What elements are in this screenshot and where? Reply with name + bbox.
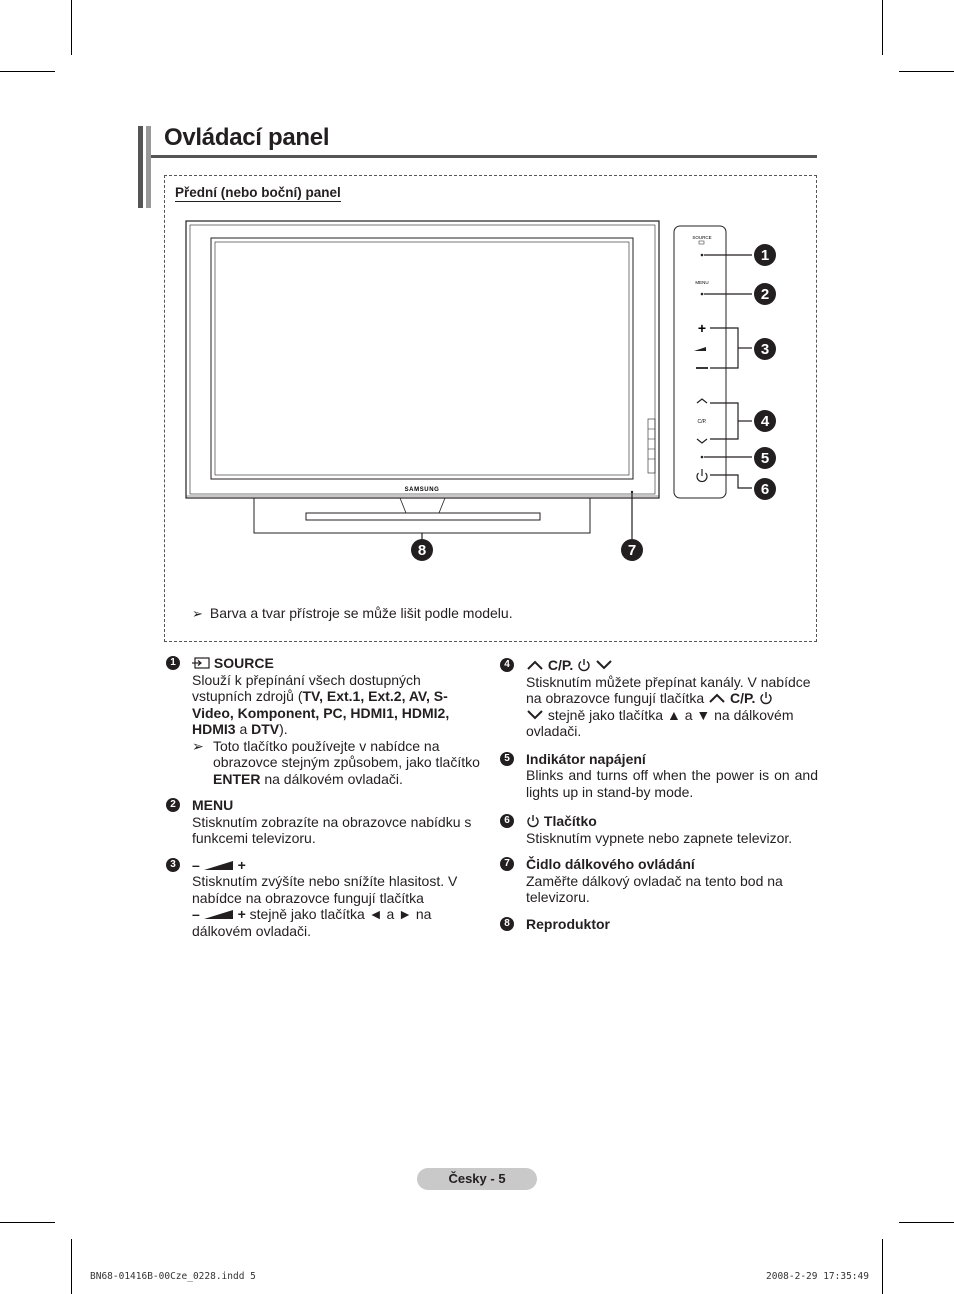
item-description: Stisknutím vypnete nebo zapnete televizor. xyxy=(526,829,793,846)
vol-plus-icon: + xyxy=(697,320,707,336)
item-number: 3 xyxy=(166,858,180,872)
ch-up-icon xyxy=(526,659,544,671)
svg-text:6: 6 xyxy=(760,481,770,498)
power-icon xyxy=(759,691,773,705)
svg-text:3: 3 xyxy=(760,341,770,358)
list-item xyxy=(500,657,818,740)
item-number: 7 xyxy=(500,857,514,871)
crop-mark xyxy=(899,71,954,72)
note-arrow-icon: ➢ xyxy=(192,606,203,621)
title-accent-bar xyxy=(146,126,151,208)
page-number: Česky - 5 xyxy=(417,1168,537,1190)
svg-text:7: 7 xyxy=(627,542,637,559)
title-accent-bar xyxy=(138,126,143,208)
subheading: Přední (nebo boční) panel xyxy=(175,185,341,200)
volume-icon xyxy=(204,908,234,920)
svg-text:MENU: MENU xyxy=(695,280,709,285)
item-title: MENU xyxy=(192,797,234,813)
ch-up-icon xyxy=(708,692,726,704)
svg-text:4: 4 xyxy=(760,413,770,430)
list-item xyxy=(166,857,481,940)
crop-mark xyxy=(0,71,55,72)
list-item xyxy=(500,856,818,906)
item-description: Slouží k přepínání všech dostupných vstupních zdrojů (TV, Ext.1, Ext.2, AV, S-Video, Komponent, PC, HDMI1, HDMI2, HDMI3 a DTV). xyxy=(192,671,450,737)
item-description: Stisknutím můžete přepínat kanály. V nabídce na obrazovce fungují tlačítka C/P. stejně jako tlačítka ▲ a ▼ na dálkovém ovladači. xyxy=(526,673,811,739)
power-indicator xyxy=(701,456,704,459)
svg-text:8: 8 xyxy=(417,542,427,559)
crop-mark xyxy=(882,0,883,55)
item-title: C/P. xyxy=(526,657,818,674)
list-item xyxy=(166,655,481,787)
tv-illustration xyxy=(164,175,817,595)
item-title: Reproduktor xyxy=(526,915,610,932)
right-column xyxy=(500,657,818,932)
crop-mark xyxy=(899,1222,954,1223)
crop-mark xyxy=(71,1239,72,1294)
crop-mark xyxy=(0,1222,55,1223)
print-slug-right: 2008-2-29 17:35:49 xyxy=(766,1271,869,1282)
list-item xyxy=(500,916,818,933)
svg-text:SOURCE: SOURCE xyxy=(692,235,712,240)
item-title: SOURCE xyxy=(192,655,481,672)
list-item xyxy=(500,751,818,801)
ch-down-icon xyxy=(526,709,544,721)
remote-sensor-dot xyxy=(631,491,633,493)
crop-mark xyxy=(882,1239,883,1294)
item-number: 6 xyxy=(500,814,514,828)
list-item xyxy=(166,797,481,847)
item-title: Tlačítko xyxy=(526,813,818,830)
item-description: Stisknutím zobrazíte na obrazovce nabídku s funkcemi televizoru. xyxy=(192,813,472,846)
item-title: Indikátor napájení xyxy=(526,750,646,767)
item-number: 4 xyxy=(500,658,514,672)
item-title: – + xyxy=(192,856,246,873)
svg-text:5: 5 xyxy=(760,450,770,467)
ch-down-icon xyxy=(595,659,613,671)
item-number: 8 xyxy=(500,917,514,931)
item-subnote: ➢ Toto tlačítko používejte v nabídce na obrazovce stejným způsobem, jako tlačítko ENTER na dálkovém ovladači. xyxy=(192,737,480,787)
item-title: Čidlo dálkového ovládání xyxy=(526,856,695,872)
item-description: Zaměřte dálkový ovladač na tento bod na televizoru. xyxy=(526,872,783,905)
power-icon xyxy=(577,658,591,672)
item-description: Stisknutím zvýšíte nebo snížíte hlasitost. V nabídce na obrazovce fungují tlačítka – + stejně jako tlačítka ◄ a ► na dálkovém ovladači. xyxy=(192,873,458,939)
power-icon xyxy=(526,814,540,828)
item-description: Blinks and turns off when the power is on and lights up in stand-by mode. xyxy=(526,767,818,800)
title-rule xyxy=(151,155,817,158)
svg-text:C/P.: C/P. xyxy=(697,419,707,425)
item-number: 5 xyxy=(500,752,514,766)
volume-icon xyxy=(204,859,234,871)
list-item xyxy=(500,813,818,846)
brand-logo: SAMSUNG xyxy=(404,487,440,493)
left-column xyxy=(166,655,481,939)
svg-text:1: 1 xyxy=(760,247,770,264)
item-number: 1 xyxy=(166,656,180,670)
note-arrow-icon: ➢ xyxy=(192,737,204,754)
svg-text:2: 2 xyxy=(760,286,770,303)
item-number: 2 xyxy=(166,798,180,812)
source-icon xyxy=(192,657,210,669)
print-slug-left: BN68-01416B-00Cze_0228.indd 5 xyxy=(90,1271,256,1282)
tv-frame xyxy=(186,221,659,498)
page-title: Ovládací panel xyxy=(164,124,330,151)
note: ➢ Barva a tvar přístroje se může lišit podle modelu. xyxy=(192,605,513,621)
crop-mark xyxy=(71,0,72,55)
